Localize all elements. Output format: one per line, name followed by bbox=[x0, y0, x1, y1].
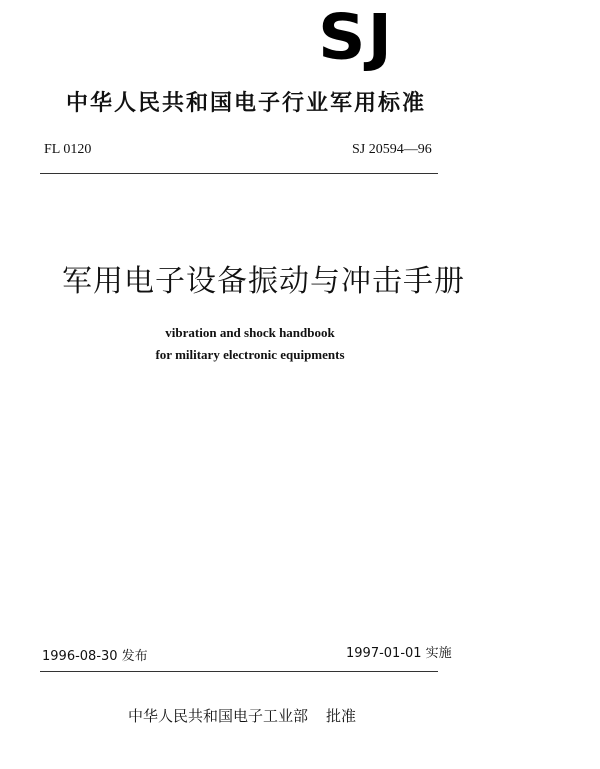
implement-date: 1997-01-01 实施 bbox=[346, 646, 452, 661]
classification-code: FL 0120 bbox=[44, 142, 92, 157]
approval-line bbox=[128, 705, 356, 726]
standard-number: SJ 20594—96 bbox=[352, 142, 432, 157]
approving-authority: 中华人民共和国电子工业部 bbox=[128, 707, 309, 725]
bottom-divider bbox=[40, 671, 438, 672]
english-title-line-2: for military electronic equipments bbox=[155, 347, 345, 362]
approval-action: 批准 bbox=[326, 707, 357, 725]
document-title-english bbox=[120, 322, 380, 366]
top-divider bbox=[40, 173, 438, 174]
issuer-title: 中华人民共和国电子行业军用标准 bbox=[66, 91, 427, 116]
document-title-chinese: 军用电子设备振动与冲击手册 bbox=[62, 264, 465, 299]
sj-logo: SJ bbox=[318, 0, 395, 74]
english-title-line-1: vibration and shock handbook bbox=[165, 325, 335, 340]
publish-date: 1996-08-30 发布 bbox=[42, 649, 148, 664]
